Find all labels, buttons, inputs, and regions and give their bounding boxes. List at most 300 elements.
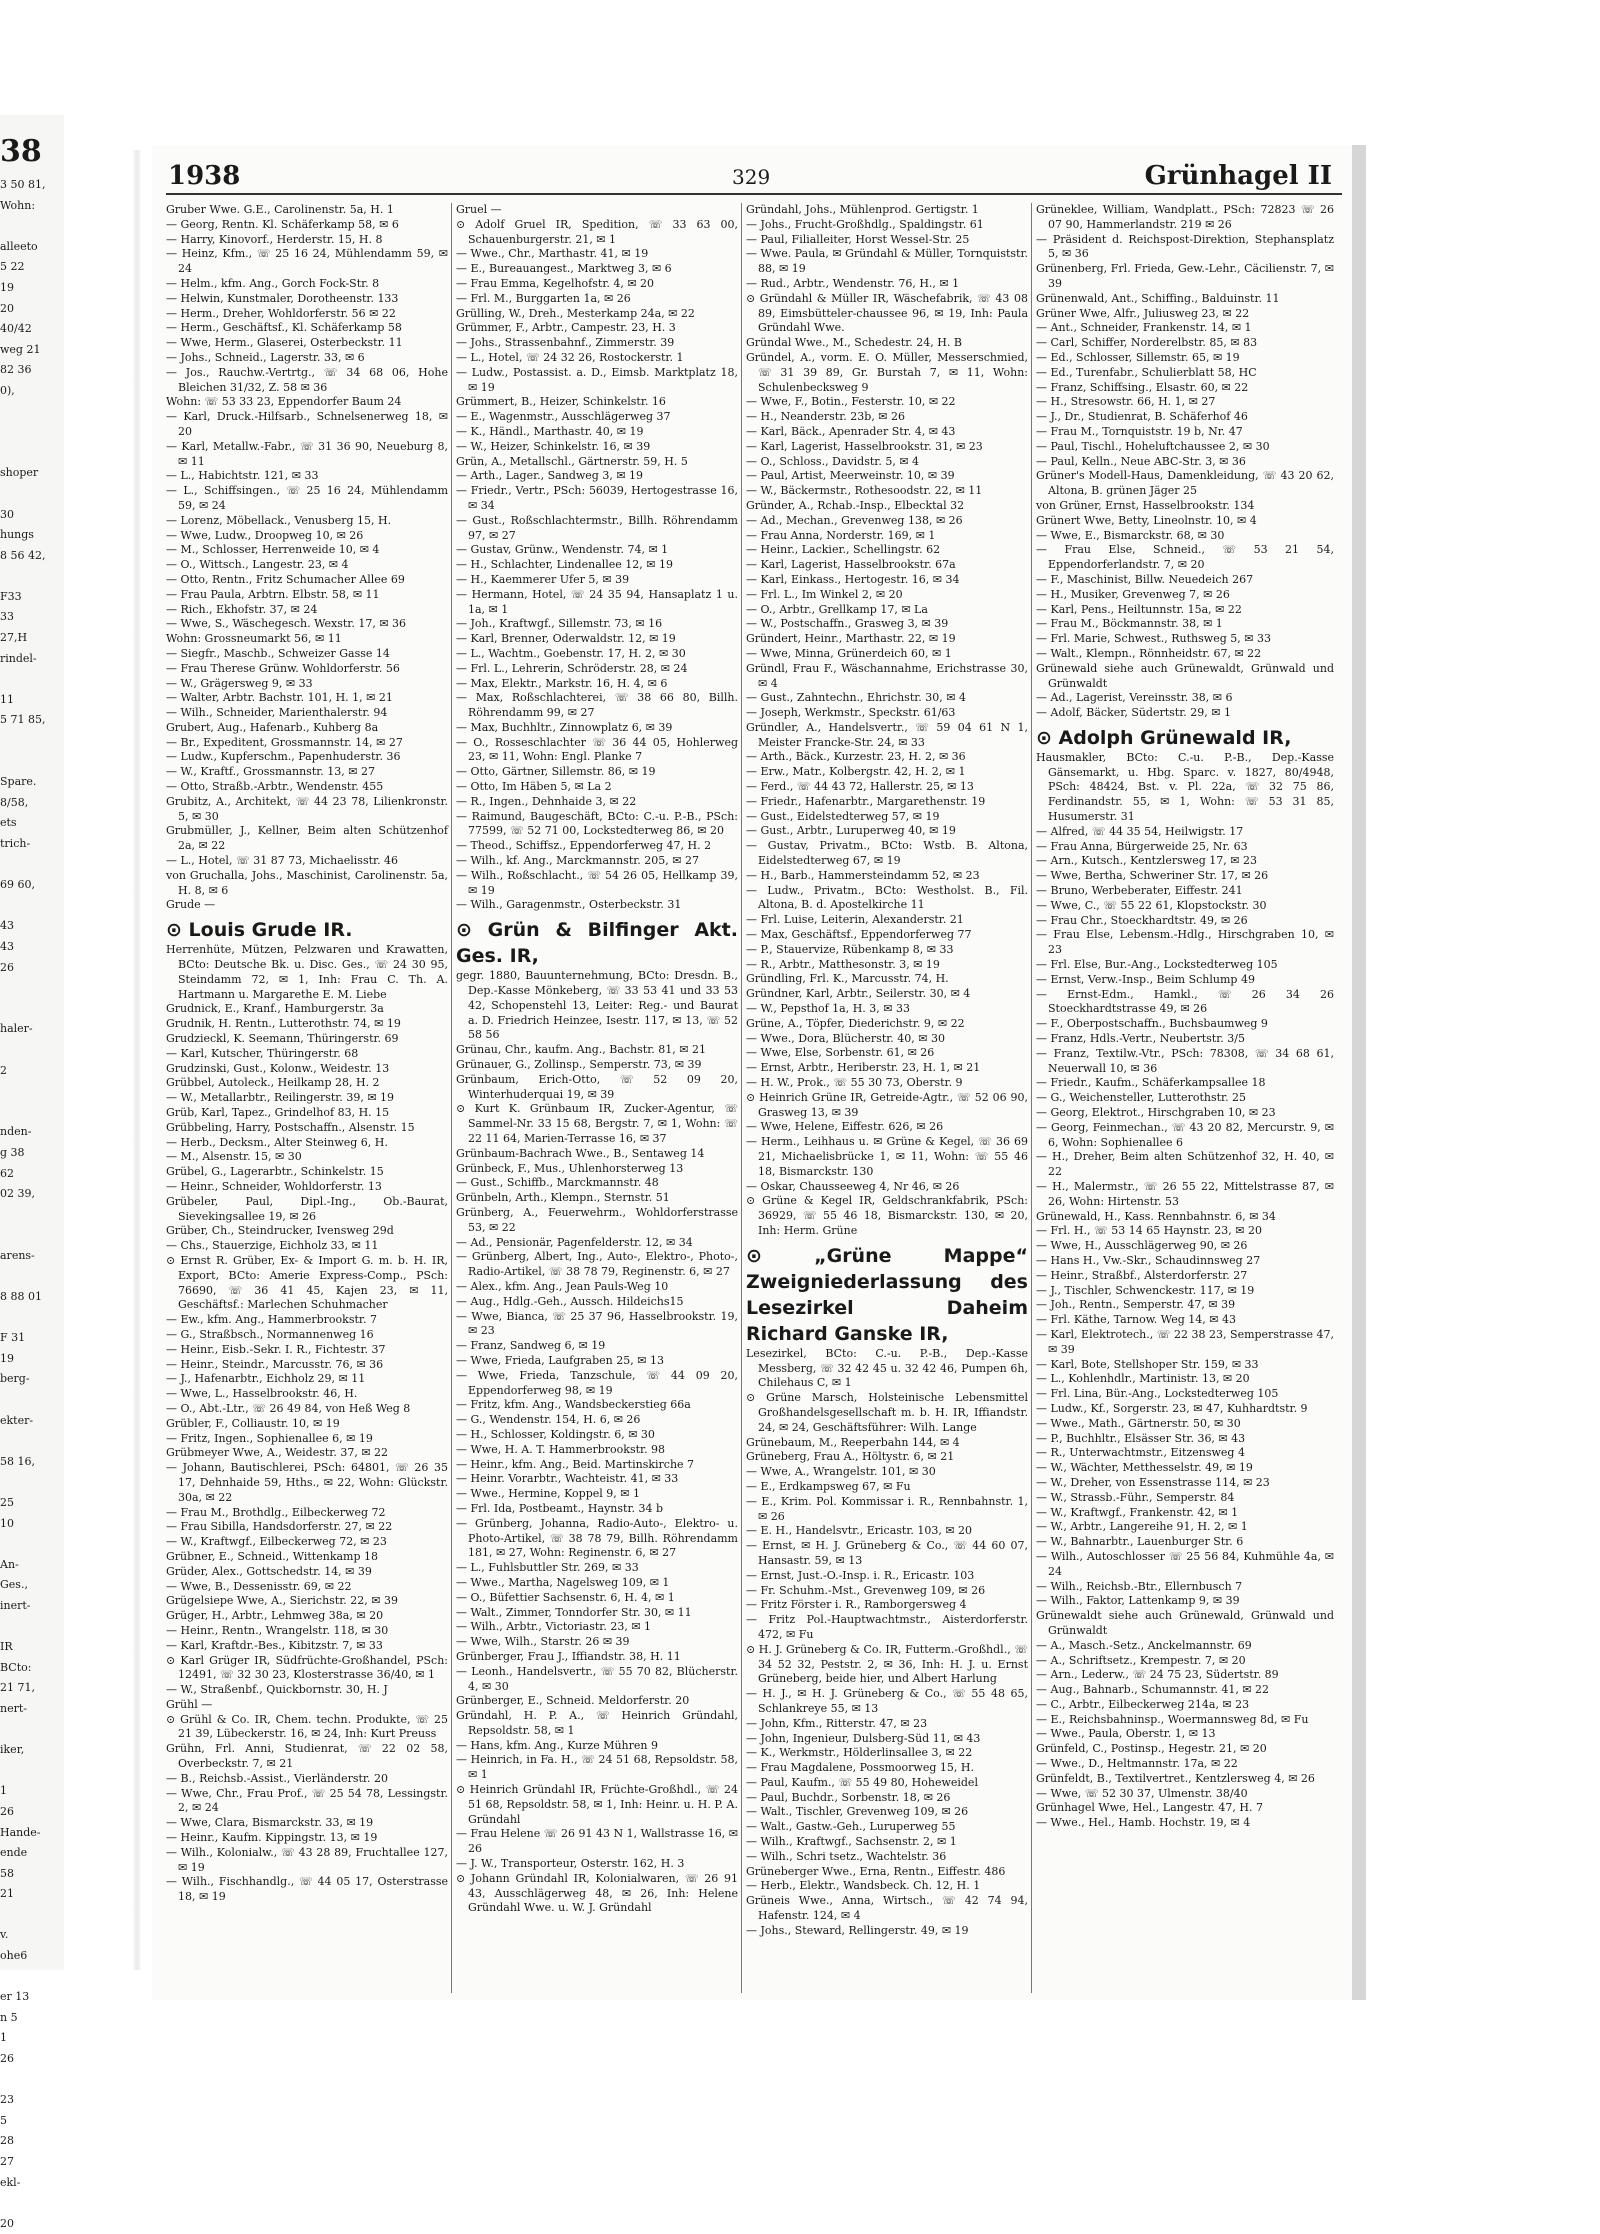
directory-entry: — J., Hafenarbtr., Eichholz 29, ✉ 11 — [166, 1372, 366, 1386]
directory-entry: — Frau Magdalene, Possmoorweg 15, H. — [746, 1761, 974, 1775]
directory-entry: — Max, Elektr., Markstr. 16, H. 4, ✉ 6 — [456, 676, 668, 690]
directory-entry: — Ludw., Kupferschm., Papenhuderstr. 36 — [166, 750, 401, 764]
facing-page-line: 20 — [0, 301, 14, 315]
directory-entry: — W., Postschaffn., Grasweg 3, ✉ 39 — [746, 617, 949, 631]
directory-entry: — Walter, Arbtr. Bachstr. 101, H. 1, ✉ 21 — [166, 691, 393, 705]
directory-entry: — Wilh., Garagenmstr., Osterbeckstr. 31 — [456, 898, 682, 912]
directory-entry: — E., Reichsbahninsp., Woermannsweg 8d, ✉ Fu — [1036, 1712, 1309, 1726]
directory-entry: Grüne, A., Töpfer, Diederichstr. 9, ✉ 22 — [746, 1016, 965, 1030]
directory-entry: — F., Oberpostschaffn., Buchsbaumweg 9 — [1036, 1017, 1268, 1031]
directory-entry: Grüb, Karl, Tapez., Grindelhof 83, H. 15 — [166, 1106, 390, 1120]
directory-entry: — L., Schiffsingen., ☏ 25 16 24, Mühlendamm 59, ✉ 24 — [166, 484, 448, 512]
directory-entry: — Arn., Kutsch., Kentzlersweg 17, ✉ 23 — [1036, 854, 1257, 868]
facing-page-line — [0, 731, 64, 752]
facing-page-line: 1 — [0, 2031, 7, 2045]
directory-entry: — W., Arbtr., Langereihe 91, H. 2, ✉ 1 — [1036, 1520, 1248, 1534]
directory-entry: — Walt., Gastw.-Geh., Luruperweg 55 — [746, 1820, 956, 1834]
directory-entry: — L., Hotel, ☏ 31 87 73, Michaelisstr. 46 — [166, 854, 399, 868]
column-divider — [451, 203, 452, 1993]
facing-page-line: 25 — [0, 1496, 14, 1509]
directory-entry: — H., Musiker, Grevenweg 7, ✉ 26 — [1036, 587, 1230, 601]
directory-entry: — Paul, Buchdr., Sorbenstr. 18, ✉ 26 — [746, 1790, 951, 1804]
directory-entry: Grün, A., Metallschl., Gärtnerstr. 59, H. 5 — [456, 454, 688, 468]
directory-entry: — Friedr., Vertr., PSch: 56039, Hertogestrasse 16, ✉ 34 — [456, 484, 738, 512]
directory-entry: — Ernst, ✉ H. J. Grüneberg & Co., ☏ 44 60 07, Hansastr. 59, ✉ 13 — [746, 1539, 1028, 1567]
directory-entry: — Georg, Rentn. Kl. Schäferkamp 58, ✉ 6 — [166, 217, 399, 231]
directory-entry: — Karl, Einkass., Hertogestr. 16, ✉ 34 — [746, 572, 960, 586]
directory-entry: — Leonh., Handelsvertr., ☏ 55 70 82, Blücherstr. 4, ✉ 30 — [456, 1664, 738, 1693]
facing-page-line — [0, 422, 64, 443]
directory-entry: — Heinr., Steindr., Marcusstr. 76, ✉ 36 — [166, 1357, 384, 1371]
facing-page-line: IR — [0, 1640, 13, 1654]
directory-entry: — Paul, Tischl., Hoheluftchaussee 2, ✉ 30 — [1036, 439, 1270, 453]
directory-entry: Grudzinski, Gust., Kolonw., Weidestr. 13 — [166, 1061, 390, 1075]
facing-page-line — [0, 1534, 64, 1555]
directory-entry: Grünfeld, C., Postinsp., Hegestr. 21, ✉ 20 — [1036, 1742, 1267, 1756]
directory-entry: — C., Arbtr., Eilbeckerweg 214a, ✉ 23 — [1036, 1697, 1250, 1711]
directory-entry: — Karl, Lagerist, Hasselbrookstr. 67a — [746, 558, 956, 572]
directory-entry: — L., Kohlenhdlr., Martinistr. 13, ✉ 20 — [1036, 1372, 1250, 1386]
directory-entry: — Wwe, H., Ausschlägerweg 90, ✉ 26 — [1036, 1239, 1248, 1253]
facing-page-line — [0, 1905, 64, 1926]
directory-entry: — H., Malermstr., ☏ 26 55 22, Mittelstrasse 87, ✉ 26, Wohn: Hirtenstr. 53 — [1036, 1180, 1334, 1208]
facing-page-line: 28 — [0, 2134, 14, 2148]
facing-page-line — [0, 669, 64, 690]
page-number: 329 — [732, 165, 771, 189]
facing-page-line: hungs — [0, 528, 34, 542]
directory-entry: Gruel — — [456, 203, 502, 216]
directory-entry: — Aug., Bahnarb., Schumannstr. 41, ✉ 22 — [1036, 1683, 1270, 1697]
directory-entry: — Joh., Rentn., Semperstr. 47, ✉ 39 — [1036, 1298, 1236, 1312]
directory-entry: Grünfeldt, B., Textilvertret., Kentzlersweg 4, ✉ 26 — [1036, 1771, 1315, 1785]
directory-entry: Grünenberg, Frl. Frieda, Gew.-Lehr., Cäcilienstr. 7, ✉ 39 — [1036, 262, 1334, 290]
facing-page-line: arens- — [0, 1248, 35, 1262]
directory-entry: — K., Händl., Marthastr. 40, ✉ 19 — [456, 424, 644, 438]
facing-page-line — [0, 999, 64, 1020]
directory-entry: — Wwe, Bianca, ☏ 25 37 96, Hasselbrookstr. 19, ✉ 23 — [456, 1309, 738, 1338]
directory-entry: — Frl. H., ☏ 53 14 65 Haynstr. 23, ✉ 20 — [1036, 1224, 1262, 1238]
directory-entry: — W., Pepsthof 1a, H. 3, ✉ 33 — [746, 1002, 911, 1016]
directory-entry: — Rud., Arbtr., Wendenstr. 76, H., ✉ 1 — [746, 276, 960, 290]
facing-page-line — [0, 978, 64, 999]
directory-entry: — L., Wachtm., Goebenstr. 17, H. 2, ✉ 30 — [456, 646, 686, 660]
directory-entry: — Karl, Brenner, Oderwaldstr. 12, ✉ 19 — [456, 632, 676, 646]
directory-entry: — Frl. Käthe, Tarnow. Weg 14, ✉ 43 — [1036, 1313, 1236, 1327]
directory-entry: — Georg, Elektrot., Hirschgraben 10, ✉ 23 — [1036, 1106, 1276, 1120]
directory-entry: ⊙ Grüne & Kegel IR, Geldschrankfabrik, PSch: 36929, ☏ 55 46 18, Bismarckstr. 130, ✉ 20, Inh: Herm. Grüne — [746, 1194, 1028, 1237]
directory-entry: — Karl, Metallw.-Fabr., ☏ 31 36 90, Neueburg 8, ✉ 11 — [166, 439, 448, 468]
directory-entry: — F., Maschinist, Billw. Neuedeich 267 — [1036, 572, 1254, 586]
directory-entry: — Frau Paula, Arbtrn. Elbstr. 58, ✉ 11 — [166, 587, 380, 601]
directory-entry: — Alfred, ☏ 44 35 54, Heilwigstr. 17 — [1036, 824, 1244, 838]
directory-entry: — E., Bureauangest., Marktweg 3, ✉ 6 — [456, 262, 672, 276]
directory-entry: Wohn: Grossneumarkt 56, ✉ 11 — [166, 632, 342, 646]
directory-entry: — Grünberg, Johanna, Radio-Auto-, Elektro- u. Photo-Artikel, ☏ 38 78 79, Billh. Röhrendamm 181, ✉ 27, Wohn: Reginenstr. 6, ✉ 27 — [456, 1516, 738, 1560]
directory-entry: — W., Kraftf., Grossmannstr. 13, ✉ 27 — [166, 765, 375, 779]
facing-page-line: weg 21 — [0, 342, 41, 356]
directory-entry: Grünebaum, M., Reeperbahn 144, ✉ 4 — [746, 1435, 960, 1449]
directory-entry: — Wwe, ☏ 52 30 37, Ulmenstr. 38/40 — [1036, 1786, 1248, 1800]
column-4 — [1036, 203, 1334, 1993]
directory-entry: — Helm., kfm. Ang., Gorch Fock-Str. 8 — [166, 276, 380, 290]
facing-page-line — [0, 1308, 64, 1329]
directory-entry: — L., Fuhlsbuttler Str. 269, ✉ 33 — [456, 1561, 639, 1575]
facing-page-line: ohe6 — [0, 1949, 28, 1963]
directory-entry: — P., Buchhltr., Elsässer Str. 36, ✉ 43 — [1036, 1431, 1246, 1445]
directory-entry: — Arth., Lager., Sandweg 3, ✉ 19 — [456, 469, 644, 483]
facing-page-line: 10 — [0, 1516, 14, 1530]
facing-page-line — [0, 1225, 64, 1246]
facing-page-line: 0), — [0, 383, 15, 397]
directory-entry: — Otto, Gärtner, Sillemstr. 86, ✉ 19 — [456, 765, 656, 779]
facing-page-line — [0, 2193, 64, 2214]
directory-entry: — Adolf, Bäcker, Südertstr. 29, ✉ 1 — [1036, 706, 1231, 720]
directory-entry: Grüner's Modell-Haus, Damenkleidung, ☏ 43 20 62, Altona, B. grünen Jäger 25 — [1036, 469, 1334, 498]
directory-entry: — Otto, Im Häben 5, ✉ La 2 — [456, 780, 612, 794]
column-2 — [456, 203, 738, 1993]
directory-entry: Grühl — — [166, 1697, 213, 1711]
directory-entry: — Ad., Lagerist, Vereinsstr. 38, ✉ 6 — [1036, 691, 1233, 705]
directory-entry: — Wwe, B., Dessenisstr. 69, ✉ 22 — [166, 1579, 352, 1593]
directory-entry: — Frl. Luise, Leiterin, Alexanderstr. 21 — [746, 913, 964, 927]
directory-entry: — Siegfr., Maschb., Schweizer Gasse 14 — [166, 646, 390, 660]
facing-page-line: F33 — [0, 589, 22, 603]
directory-entry: — Wwe., Hermine, Koppel 9, ✉ 1 — [456, 1487, 640, 1501]
directory-entry: — Herb., Elektr., Wandsbeck. Ch. 12, H. 1 — [746, 1879, 981, 1893]
facing-page-line: ets — [0, 816, 17, 830]
directory-entry: — Paul, Kelln., Neue ABC-Str. 3, ✉ 36 — [1036, 454, 1246, 468]
directory-entry: Gründner, Karl, Arbtr., Seilerstr. 30, ✉ 4 — [746, 987, 971, 1001]
directory-entry: — Erw., Matr., Kolbergstr. 42, H. 2, ✉ 1 — [746, 765, 966, 779]
facing-page-line — [0, 1967, 64, 1988]
directory-entry: ⊙ H. J. Grüneberg & Co. IR, Futterm.-Großhdl., ☏ 34 52 32, Peststr. 2, ✉ 36, Inh: H. J. u. Ernst Grüneberg, beide hier, und Albert Harlung — [746, 1642, 1028, 1686]
directory-entry: — Wwe., Chr., Marthastr. 41, ✉ 19 — [456, 247, 649, 261]
directory-entry: — Wilh., Faktor, Lattenkamp 9, ✉ 39 — [1036, 1594, 1240, 1608]
facing-page-line: 5 22 — [0, 260, 25, 274]
directory-entry: Grüneberg, Frau A., Höltystr. 6, ✉ 21 — [746, 1450, 955, 1464]
directory-entry: — Walt., Zimmer, Tonndorfer Str. 30, ✉ 11 — [456, 1605, 692, 1619]
directory-entry: — Ernst-Edm., Hamkl., ☏ 26 34 26 Stoeckhardtstrasse 49, ✉ 26 — [1036, 987, 1334, 1016]
facing-page-line: 21 71, — [0, 1681, 35, 1695]
directory-entry: ⊙ Heinrich Gründahl IR, Früchte-Großhdl., ☏ 24 51 68, Repsoldstr. 58, ✉ 1, Inh: Heinr. u. H. P. A. Gründahl — [456, 1783, 738, 1826]
directory-entry: — Theod., Schiffsz., Eppendorferweg 47, H. 2 — [456, 839, 712, 853]
directory-entry: — W., Strassb.-Führ., Semperstr. 84 — [1036, 1490, 1235, 1504]
directory-entry: Grübler, F., Colliaustr. 10, ✉ 19 — [166, 1416, 340, 1430]
directory-entry: — K., Werkmstr., Hölderlinsallee 3, ✉ 22 — [746, 1746, 973, 1760]
directory-entry: Grünbeln, Arth., Klempn., Sternstr. 51 — [456, 1191, 670, 1205]
directory-entry: — E., Wagenmstr., Ausschlägerweg 37 — [456, 410, 671, 424]
directory-entry: Hausmakler, BCto: C.-u. P.-B., Dep.-Kasse Gänsemarkt, u. Hbg. Sparc. v. 1827, 80/4948, PSch: 48424, Bst. v. Pl. 22a, ☏ 32 75 86, Ferdinandstr. 55, ✉ 1, Wohn: ☏ 53 31 85, Husumerstr. 31 — [1036, 750, 1334, 824]
facing-page-line: 26 — [0, 2052, 14, 2066]
facing-page-line — [0, 1720, 64, 1741]
facing-page-line: inert- — [0, 1598, 31, 1612]
directory-entry: — Wwe, Chr., Frau Prof., ☏ 25 54 78, Lessingstr. 2, ✉ 24 — [166, 1786, 448, 1815]
column-1 — [166, 203, 448, 1993]
facing-page-line: 62 — [0, 1166, 14, 1180]
directory-entry: — Helwin, Kunstmaler, Dorotheenstr. 133 — [166, 291, 399, 305]
facing-page-line — [0, 1205, 64, 1226]
directory-entry: — Karl, Lagerist, Hasselbrookstr. 31, ✉ 23 — [746, 439, 983, 453]
directory-entry: — H., Schlosser, Koldingstr. 6, ✉ 30 — [456, 1427, 655, 1441]
directory-entry: Grühn, Frl. Anni, Studienrat, ☏ 22 02 58, Overbeckstr. 7, ✉ 21 — [166, 1742, 448, 1771]
directory-entry: — Fritz Förster i. R., Ramborgersweg 4 — [746, 1598, 967, 1612]
directory-entry: — Wwe, Minna, Grünerdeich 60, ✉ 1 — [746, 646, 952, 660]
directory-entry: Grügelsiepe Wwe, A., Sierichstr. 22, ✉ 39 — [166, 1594, 398, 1608]
directory-entry: — Frau M., Böckmannstr. 38, ✉ 1 — [1036, 617, 1223, 631]
directory-entry: — G., Straßbsch., Normannenweg 16 — [166, 1327, 374, 1341]
facing-page-line: 82 36 — [0, 363, 32, 377]
directory-entry: — Frl. Ida, Postbeamt., Haynstr. 34 b — [456, 1501, 664, 1515]
directory-entry: — Rich., Ekhofstr. 37, ✉ 24 — [166, 602, 318, 616]
directory-entry: — Frl. L., Im Winkel 2, ✉ 20 — [746, 587, 903, 601]
facing-page-line: Ges., — [0, 1578, 28, 1592]
directory-entry: Grüner Wwe, Alfr., Juliusweg 23, ✉ 22 — [1036, 306, 1250, 320]
directory-entry: — Frau Anna, Norderstr. 169, ✉ 1 — [746, 528, 936, 542]
facing-page-line: 19 — [0, 1351, 14, 1365]
facing-page-line — [0, 1081, 64, 1102]
directory-entry: — Wwe, Herm., Glaserei, Osterbeckstr. 11 — [166, 336, 403, 350]
directory-entry: — Frl. Else, Bur.-Ang., Lockstedterweg 105 — [1036, 958, 1278, 972]
facing-page-number: 38 — [0, 134, 42, 169]
directory-entry: — Heinr., Rentn., Wrangelstr. 118, ✉ 30 — [166, 1623, 389, 1637]
directory-entry: Grünberger, E., Schneid. Meldorferstr. 20 — [456, 1694, 690, 1708]
facing-page-line: 27,H — [0, 631, 28, 645]
directory-entry: — Paul, Artist, Meerweinstr. 10, ✉ 39 — [746, 469, 955, 483]
directory-entry: — Herm., Geschäftsf., Kl. Schäferkamp 58 — [166, 321, 402, 335]
facing-page-line: 30 — [0, 507, 14, 521]
directory-entry: — Heinr., Schneider, Wohldorferstr. 13 — [166, 1180, 382, 1193]
facing-page-line: ekter- — [0, 1413, 34, 1427]
facing-page-line: 8 88 01 — [0, 1290, 42, 1304]
directory-entry: — Franz, Hdls.-Vertr., Neubertstr. 3/5 — [1036, 1032, 1245, 1046]
directory-entry: — Br., Expeditent, Grossmannstr. 14, ✉ 27 — [166, 735, 403, 749]
directory-entry: — Fritz, Ingen., Sophienallee 6, ✉ 19 — [166, 1431, 373, 1445]
directory-entry: — H. J., ✉ H. J. Grüneberg & Co., ☏ 55 48 65, Schlankreye 55, ✉ 13 — [746, 1687, 1028, 1715]
facing-page-line: haler- — [0, 1022, 33, 1036]
directory-entry: — Heinr., Eisb.-Sekr. I. R., Fichtestr. 37 — [166, 1342, 386, 1356]
directory-entry: — Aug., Hdlg.-Geh., Aussch. Hildeichs15 — [456, 1294, 684, 1308]
directory-page — [152, 145, 1354, 2000]
directory-entry: — Chs., Stauerzige, Eichholz 33, ✉ 11 — [166, 1239, 379, 1253]
directory-entry: — R., Unterwachtmstr., Eitzensweg 4 — [1036, 1446, 1245, 1460]
facing-page-line — [0, 855, 64, 876]
directory-entry: Wohn: ☏ 53 33 23, Eppendorfer Baum 24 — [166, 395, 402, 409]
directory-entry: — Lorenz, Möbellack., Venusberg 15, H. — [166, 513, 392, 527]
facing-page-line: Hande- — [0, 1825, 41, 1839]
facing-page-line: 23 — [0, 2093, 14, 2107]
facing-page-line — [0, 1431, 64, 1452]
facing-page-line: nden- — [0, 1125, 32, 1139]
directory-entry: — Karl, Pens., Heiltunnstr. 15a, ✉ 22 — [1036, 602, 1242, 616]
directory-entry: — Arn., Lederw., ☏ 24 75 23, Südertstr. 89 — [1036, 1668, 1279, 1682]
directory-entry: ⊙ Kurt K. Grünbaum IR, Zucker-Agentur, ☏ Sammel-Nr. 33 15 68, Bergstr. 7, ✉ 1, Wohn: ☏ 22 11 64, Marien-Terrasse 16, ✉ 37 — [456, 1102, 738, 1146]
facing-page-line: An- — [0, 1557, 19, 1571]
directory-entry: Grudnick, E., Kranf., Hamburgerstr. 3a — [166, 1002, 384, 1016]
directory-entry: — Frl. Lina, Bür.-Ang., Lockstedterweg 105 — [1036, 1387, 1279, 1401]
directory-entry: — Fritz Pol.-Hauptwachtmstr., Aisterdorferstr. 472, ✉ Fu — [746, 1613, 1028, 1641]
directory-entry: Grünau, Chr., kaufm. Ang., Bachstr. 81, ✉ 21 — [456, 1043, 706, 1057]
directory-entry: — Grünberg, Albert, Ing., Auto-, Elektro-, Photo-, Radio-Artikel, ☏ 38 78 79, Reginenstr. 6, ✉ 27 — [456, 1250, 738, 1279]
directory-entry: — Wwe., Hel., Hamb. Hochstr. 19, ✉ 4 — [1036, 1816, 1251, 1830]
directory-entry: — H., Schlachter, Lindenallee 12, ✉ 19 — [456, 558, 674, 572]
directory-entry: Grubitz, A., Architekt, ☏ 44 23 78, Lilienkronstr. 5, ✉ 30 — [166, 794, 448, 823]
directory-entry: — Wilh., kf. Ang., Marckmannstr. 205, ✉ 27 — [456, 854, 699, 868]
directory-entry: — Frau M., Brothdlg., Eilbeckerweg 72 — [166, 1505, 386, 1519]
directory-entry: — O., Wittsch., Langestr. 23, ✉ 4 — [166, 558, 349, 572]
directory-entry: — Karl, Kutscher, Thüringerstr. 68 — [166, 1046, 359, 1060]
directory-entry: — O., Schloss., Davidstr. 5, ✉ 4 — [746, 454, 920, 468]
directory-entry: — Friedr., Hafenarbtr., Margarethenstr. 19 — [746, 794, 986, 808]
directory-entry: — Ad., Mechan., Grevenweg 138, ✉ 26 — [746, 513, 963, 527]
directory-entry: Grübbel, Autoleck., Heilkamp 28, H. 2 — [166, 1076, 380, 1090]
directory-entry: — Johann, Bautischlerei, PSch: 64801, ☏ 26 35 17, Dehnhaide 59, Hths., ✉ 22, Wohn: Glückstr. 30a, ✉ 22 — [166, 1461, 448, 1504]
directory-entry: — Karl, Bote, Stellshoper Str. 159, ✉ 33 — [1036, 1357, 1259, 1371]
directory-entry: — O., Rosseschlachter ☏ 36 44 05, Hohlerweg 23, ✉ 11, Wohn: Engl. Planke 7 — [456, 735, 738, 764]
directory-entry: — Wwe, Wilh., Starstr. 26 ✉ 39 — [456, 1635, 630, 1649]
directory-entry: — W., Kraftwgf., Frankenstr. 42, ✉ 1 — [1036, 1505, 1239, 1519]
facing-page-line: 26 — [0, 1804, 14, 1818]
directory-entry: — Heinrich, in Fa. H., ☏ 24 51 68, Repsoldstr. 58, ✉ 1 — [456, 1753, 738, 1782]
facing-page-line: alleeto — [0, 239, 38, 253]
directory-entry: ⊙ Grühl & Co. IR, Chem. techn. Produkte, ☏ 25 21 39, Lübeckerstr. 16, ✉ 24, Inh: Kurt Preuss — [166, 1712, 448, 1741]
directory-entry: Gründahl, H. P. A., ☏ Heinrich Gründahl, Repsoldstr. 58, ✉ 1 — [456, 1709, 738, 1737]
directory-entry: — Karl, Bäck., Apenrader Str. 4, ✉ 43 — [746, 424, 956, 438]
directory-entry: ⊙ Grüne Marsch, Holsteinische Lebensmittel Großhandelsgesellschaft m. b. H. IR, Iffiandstr. 24, ✉ 24, Geschäftsführer: Wilh. Lange — [746, 1391, 1028, 1434]
directory-entry: — J., Dr., Studienrat, B. Schäferhof 46 — [1036, 410, 1248, 424]
directory-entry: — W., Straßenbf., Quickbornstr. 30, H. J — [166, 1683, 388, 1697]
directory-entry: — W., Dreher, von Essenstrasse 114, ✉ 23 — [1036, 1475, 1270, 1489]
directory-entry: — Otto, Straßb.-Arbtr., Wendenstr. 455 — [166, 780, 384, 794]
directory-entry: — Wwe, Clara, Bismarckstr. 33, ✉ 19 — [166, 1816, 374, 1830]
facing-page-line: 02 39, — [0, 1187, 35, 1201]
facing-page-line: 8 56 42, — [0, 548, 46, 562]
directory-entry: Herrenhüte, Mützen, Pelzwaren und Krawatten, BCto: Deutsche Bk. u. Disc. Ges., ☏ 24 30 95, Steindamm 72, ✉ 1, Inh: Frau C. Th. A. Hartmann u. Margarethe E. M. Liebe — [166, 943, 448, 1001]
directory-entry: — Frau Therese Grünw. Wohldorferstr. 56 — [166, 661, 400, 675]
directory-entry: — G., Weichensteller, Lutterothstr. 25 — [1036, 1091, 1247, 1105]
directory-entry: — Wilh., Schri tsetz., Wachtelstr. 36 — [746, 1849, 947, 1863]
header-rule — [166, 193, 1342, 195]
directory-entry: ⊙ Heinrich Grüne IR, Getreide-Agtr., ☏ 52 06 90, Grasweg 13, ✉ 39 — [746, 1090, 1028, 1119]
facing-page-line — [0, 1390, 64, 1411]
directory-entry: — Präsident d. Reichspost-Direktion, Stephansplatz 5, ✉ 36 — [1036, 232, 1334, 261]
directory-entry: Grünberger, Frau J., Iffiandstr. 38, H. 11 — [456, 1649, 681, 1663]
directory-entry: — Wwe., D., Heltmannstr. 17a, ✉ 22 — [1036, 1757, 1238, 1771]
directory-entry: — Wwe, Frieda, Laufgraben 25, ✉ 13 — [456, 1353, 664, 1367]
directory-entry: Grudnik, H. Rentn., Lutterothstr. 74, ✉ 19 — [166, 1017, 401, 1031]
directory-entry: — W., Kraftwgf., Eilbeckerweg 72, ✉ 23 — [166, 1535, 387, 1549]
facing-page-line: 5 71 85, — [0, 713, 46, 727]
facing-page-line: berg- — [0, 1372, 30, 1386]
directory-entry: Grünauer, G., Zollinsp., Semperstr. 73, ✉ 39 — [456, 1058, 702, 1072]
directory-entry: — Heinr., Kaufm. Kippingstr. 13, ✉ 19 — [166, 1831, 378, 1845]
directory-entry: — Frau Chr., Stoeckhardtstr. 49, ✉ 26 — [1036, 913, 1248, 927]
page-edge — [1352, 145, 1366, 2000]
directory-entry: — John, Ingenieur, Dulsberg-Süd 11, ✉ 43 — [746, 1731, 981, 1745]
facing-page-line: n 5 — [0, 2010, 18, 2024]
directory-entry: — Joseph, Werkmstr., Speckstr. 61/63 — [746, 706, 956, 720]
directory-entry: ⊙ Gründahl & Müller IR, Wäschefabrik, ☏ 43 08 89, Eimsbütteler-chaussee 96, ✉ 19, Inh: Paula Gründahl Wwe. — [746, 291, 1028, 335]
directory-entry: — Wwe., Paula, Oberstr. 1, ✉ 13 — [1036, 1727, 1216, 1741]
facing-page-line — [0, 484, 64, 505]
directory-entry: — Johs., Steward, Rellingerstr. 49, ✉ 19 — [746, 1923, 969, 1937]
facing-page-line: g 38 — [0, 1145, 25, 1159]
facing-page-line: Wohn: — [0, 198, 36, 212]
directory-entry: Grünert Wwe, Betty, Lineolnstr. 10, ✉ 4 — [1036, 513, 1257, 527]
directory-entry: — R., Ingen., Dehnhaide 3, ✉ 22 — [456, 794, 637, 808]
directory-entry: — Heinz, Kfm., ☏ 25 16 24, Mühlendamm 59, ✉ 24 — [166, 247, 448, 276]
directory-entry: — M., Alsenstr. 15, ✉ 30 — [166, 1150, 302, 1164]
directory-entry: — Ludw., Privatm., BCto: Westholst. B., Fil. Altona, B. d. Apostelkirche 11 — [746, 883, 1028, 912]
directory-entry: — G., Wendenstr. 154, H. 6, ✉ 26 — [456, 1413, 641, 1427]
directory-entry: — Frl. L., Lehrerin, Schröderstr. 28, ✉ 24 — [456, 661, 688, 675]
facing-page-line: 2 — [0, 1063, 7, 1077]
facing-page-text — [0, 175, 64, 2234]
directory-entry: von Grüner, Ernst, Hasselbrookstr. 134 — [1036, 498, 1255, 512]
page-header — [162, 161, 1338, 201]
directory-entry: — Wilh., Kraftwgf., Sachsenstr. 2, ✉ 1 — [746, 1835, 957, 1849]
directory-entry: Grubert, Aug., Hafenarb., Kuhberg 8a — [166, 720, 379, 734]
facing-page-line: shoper — [0, 466, 39, 480]
directory-entry: Grübmeyer Wwe, A., Weidestr. 37, ✉ 22 — [166, 1446, 389, 1460]
facing-page-line — [0, 1617, 64, 1638]
facing-page-line — [0, 566, 64, 587]
directory-entry: Gründl, Frau F., Wäschannahme, Erichstrasse 30, ✉ 4 — [746, 661, 1028, 690]
directory-entry: — Ernst, Arbtr., Heriberstr. 23, H. 1, ✉ 21 — [746, 1061, 981, 1075]
directory-entry: — Ad., Pensionär, Pagenfelderstr. 12, ✉ 34 — [456, 1235, 693, 1249]
directory-entry: — Ew., kfm. Ang., Hammerbrookstr. 7 — [166, 1313, 377, 1327]
directory-entry: — Paul, Filialleiter, Horst Wessel-Str. 25 — [746, 232, 970, 246]
facing-page-line: 20 — [0, 2216, 14, 2230]
column-divider — [741, 203, 742, 1993]
directory-entry: — H., Barb., Hammersteindamm 52, ✉ 23 — [746, 868, 980, 882]
directory-entry: — Wwe., Math., Gärtnerstr. 50, ✉ 30 — [1036, 1416, 1241, 1430]
directory-entry: — Ludw., Postassist. a. D., Eimsb. Marktplatz 18, ✉ 19 — [456, 365, 738, 394]
facing-page-line — [0, 1761, 64, 1782]
directory-entry: — Harry, Kinovorf., Herderstr. 15, H. 8 — [166, 232, 383, 246]
facing-page-line: 26 — [0, 960, 14, 974]
directory-entry: — Johs., Frucht-Großhdlg., Spaldingstr. 61 — [746, 217, 984, 231]
directory-entry: Grünbeck, F., Mus., Uhlenhorsterweg 13 — [456, 1161, 684, 1175]
facing-page-line — [0, 1266, 64, 1287]
directory-entry: Gründahl, Johs., Mühlenprod. Gertigstr. 1 — [746, 203, 979, 216]
facing-page-line — [0, 402, 64, 423]
facing-page-line: trich- — [0, 837, 31, 850]
directory-entry: ⊙ Johann Gründahl IR, Kolonialwaren, ☏ 26 91 43, Ausschlägerweg 48, ✉ 26, Inh: Helene Gründahl Wwe. u. W. J. Gründahl — [456, 1871, 738, 1915]
directory-entry: Gründer, A., Rchab.-Insp., Elbecktal 32 — [746, 498, 965, 512]
directory-entry: — Johs., Strassenbahnf., Zimmerstr. 39 — [456, 336, 675, 350]
column-divider — [1031, 203, 1032, 1993]
directory-entry: — H., Dreher, Beim alten Schützenhof 32, H. 40, ✉ 22 — [1036, 1150, 1334, 1179]
directory-entry: Grüneberger Wwe., Erna, Rentn., Eiffestr. 486 — [746, 1864, 1006, 1878]
directory-entry: — L., Habichtstr. 121, ✉ 33 — [166, 469, 319, 483]
directory-entry: — Frau Else, Schneid., ☏ 53 21 54, Eppendorferlandstr. 7, ✉ 20 — [1036, 543, 1334, 572]
directory-entry: — Herm., Leihhaus u. ✉ Grüne & Kegel, ☏ 36 69 21, Michaelisbrücke 1, ✉ 11, Wohn: ☏ 55 46 18, Bismarckstr. 130 — [746, 1135, 1028, 1178]
directory-entry: Grünewald siehe auch Grünewaldt, Grünwald und Grünwaldt — [1036, 661, 1334, 690]
directory-entry: — Franz, Sandweg 6, ✉ 19 — [456, 1339, 606, 1353]
directory-entry: Gründel, A., vorm. E. O. Müller, Messerschmied, ☏ 31 39 89, Gr. Burstah 7, ✉ 11, Wohn: Schulenbecksweg 9 — [746, 350, 1028, 394]
directory-entry: — Wwe, Bertha, Schweriner Str. 17, ✉ 26 — [1036, 869, 1269, 883]
directory-entry: — Karl, Kraftdr.-Bes., Kibitzstr. 7, ✉ 33 — [166, 1638, 383, 1652]
directory-entry: Grünbaum-Bachrach Wwe., B., Sentaweg 14 — [456, 1146, 705, 1160]
directory-entry: — Oskar, Chausseeweg 4, Nr 46, ✉ 26 — [746, 1179, 960, 1193]
facing-page-line: 43 — [0, 919, 14, 933]
directory-entry: — H., Kaemmerer Ufer 5, ✉ 39 — [456, 572, 630, 586]
facing-page-line: 5 — [0, 2113, 7, 2127]
facing-page-line: 69 60, — [0, 878, 35, 892]
facing-page-line: 1 — [0, 1784, 7, 1798]
directory-entry: Grünewald, H., Kass. Rennbahnstr. 6, ✉ 34 — [1036, 1209, 1276, 1223]
directory-entry: Grübbeling, Harry, Postschaffn., Alsenstr. 15 — [166, 1120, 415, 1134]
